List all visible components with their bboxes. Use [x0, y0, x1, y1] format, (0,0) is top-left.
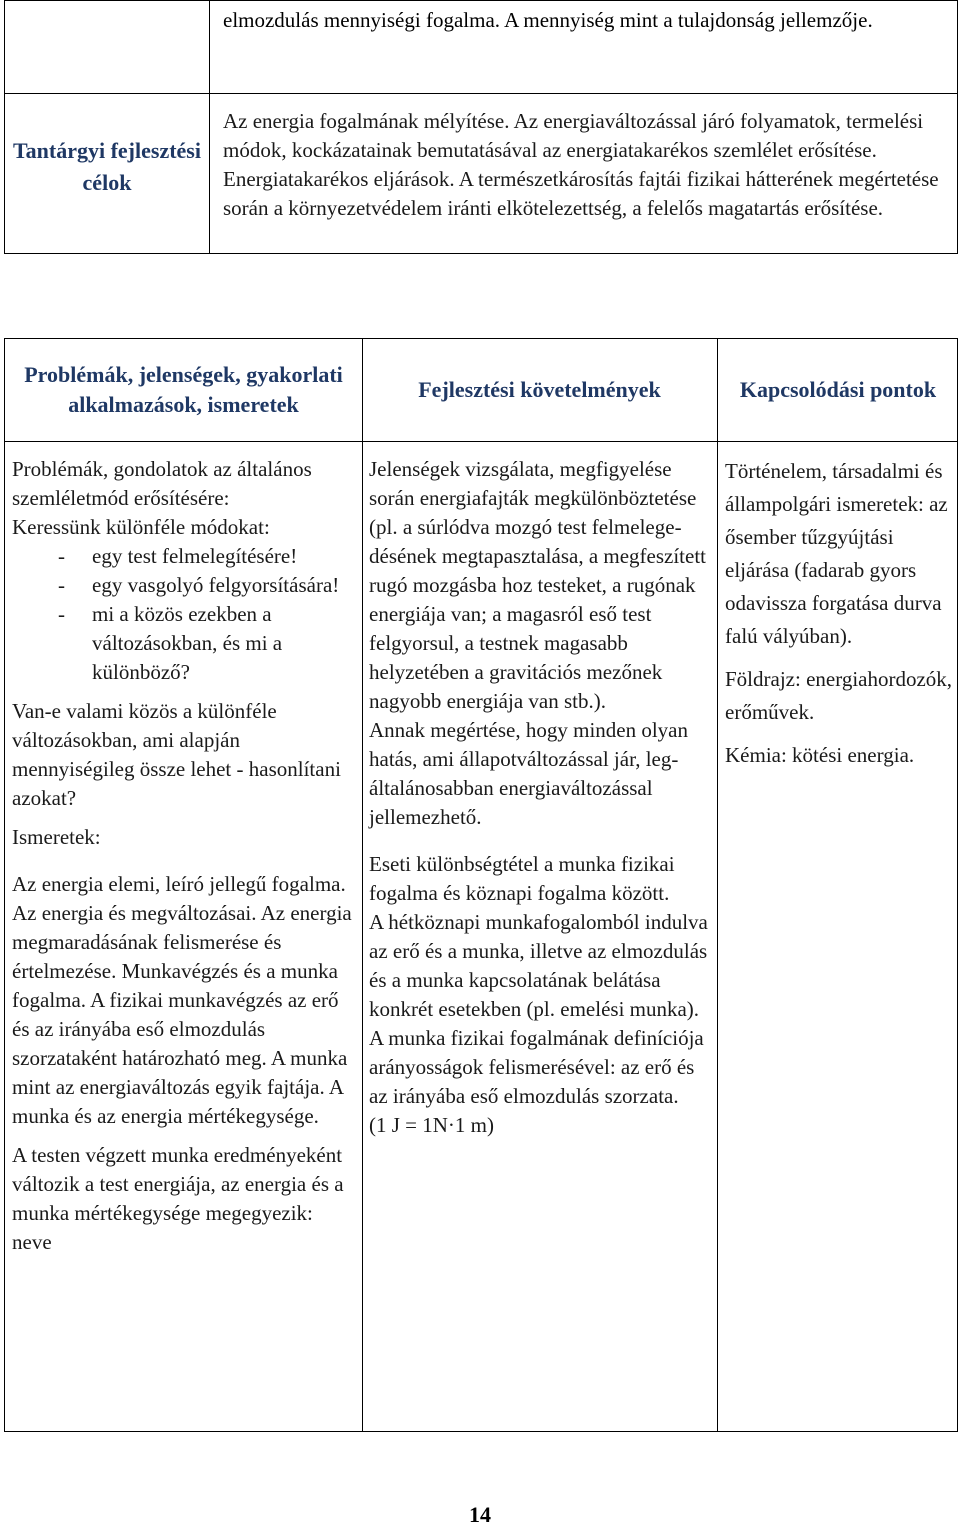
problems-column [12, 455, 352, 1257]
requirements-p5: A munka fizikai fogalmának definíciója arányosságok felismerésével: az erő és az irányába eső elmozdulás szorzata. [369, 1026, 704, 1108]
knowledge-tail: A testen végzett munka eredményeként változik a test energiája, az energia és a munka mértékegysége megegyezik: neve [12, 1143, 344, 1254]
problems-question: Van-e valami közös a különféle változásokban, ami alapján mennyiségileg össze lehet - hasonlítani azokat? [12, 699, 341, 810]
row-divider [5, 93, 957, 94]
objectives-label: Tantárgyi fejlesztési célok [13, 138, 201, 195]
header-problems: Problémák, jelenségek, gyakorlati alkalmazások, ismeretek [24, 362, 343, 417]
list-item: - mi a közös ezekben a változásokban, és mi a különböző? [12, 600, 352, 687]
connections-column [725, 455, 953, 772]
spacer [725, 729, 953, 739]
objectives-row1-text: elmozdulás mennyiségi fogalma. A mennyiség mint a tulajdonság jellemzője. [223, 8, 873, 32]
curriculum-table [4, 338, 958, 1432]
requirements-p3: Eseti különbségtétel a munka fizikai fogalma és köznapi fogalma között. [369, 852, 675, 905]
page-number: 14 [469, 1502, 491, 1527]
requirements-p2: Annak megértése, hogy minden olyan hatás, ami állapotváltozással jár, legáltalánosabban energiaváltozással jellemezhető. [369, 718, 688, 829]
spacer [12, 1131, 352, 1141]
header-row-divider [5, 441, 957, 442]
list-item: - egy vasgolyó felgyorsítására! [12, 571, 352, 600]
spacer [12, 852, 352, 870]
header-connections: Kapcsolódási pontok [739, 377, 937, 402]
objectives-table [4, 0, 958, 254]
list-item: - egy test felmelegítésére! [12, 542, 352, 571]
column-divider [362, 339, 363, 1431]
objectives-row2-text: Az energia fogalmának mélyítése. Az energiaváltozással járó folyamatok, termelési módok, kockázatainak bemutatásával az energiatakarékos szemlélet erősítése. Energiatakarékos eljárások. A természetkárosítás fajtái fizikai hátterének megértetése során a környezetvédelem iránti elkötelezettség, a felelős magatartás erősítése. [223, 109, 939, 220]
spacer [12, 813, 352, 823]
connections-history: Történelem, társadalmi és állampolgári ismeretek: az ősember tűzgyújtási eljárása (fadarab gyors odavissza forgatása durva falú vályúban). [725, 459, 948, 648]
header-requirements: Fejlesztési követelmények [418, 377, 661, 402]
problems-intro: Problémák, gondolatok az általános szemléletmód erősítésére: [12, 457, 312, 510]
spacer [12, 687, 352, 697]
problems-search: Keressünk különféle módokat: [12, 515, 270, 539]
requirements-column [369, 455, 711, 1140]
column-divider [717, 339, 718, 1431]
connections-geography: Földrajz: energiahordozók, erőművek. [725, 667, 953, 724]
requirements-p4: A hétköznapi munkafogalomból indulva az erő és a munka, illetve az elmozdulás és a munka kapcsolatának belátása konkrét esetekben (pl. emelési munka). [369, 910, 708, 1021]
column-divider [209, 1, 210, 253]
connections-chemistry: Kémia: kötési energia. [725, 743, 915, 767]
spacer [369, 832, 711, 850]
spacer [725, 653, 953, 663]
requirements-formula: (1 J = 1N·1 m) [369, 1113, 494, 1137]
knowledge-label: Ismeretek: [12, 825, 101, 849]
problems-list [12, 542, 352, 687]
knowledge-text: Az energia elemi, leíró jellegű fogalma. Az energia és megváltozásai. Az energia megmaradásának felismerése és értelmezése. Munkavégzés és a munka fogalma. A fizikai munkavégzés az erő és az irányába eső elmozdulás szorzataként határozható meg. A munka mint az energiaváltozás egyik fajtája. A munka és az energia mértékegysége. [12, 872, 352, 1128]
requirements-p1: Jelenségek vizsgálata, megfigyelése során energiafajták megkülönböztetése (pl. a súrlódva mozgó test felmelegedésének megtapasztalása, a megfeszített rugó mozgásba hoz testeket, a rugónak energiája van; a magasról eső test felgyorsul, a testnek magasabb helyzetében a gravitációs mezőnek nagyobb energiája van stb.). [369, 457, 707, 713]
